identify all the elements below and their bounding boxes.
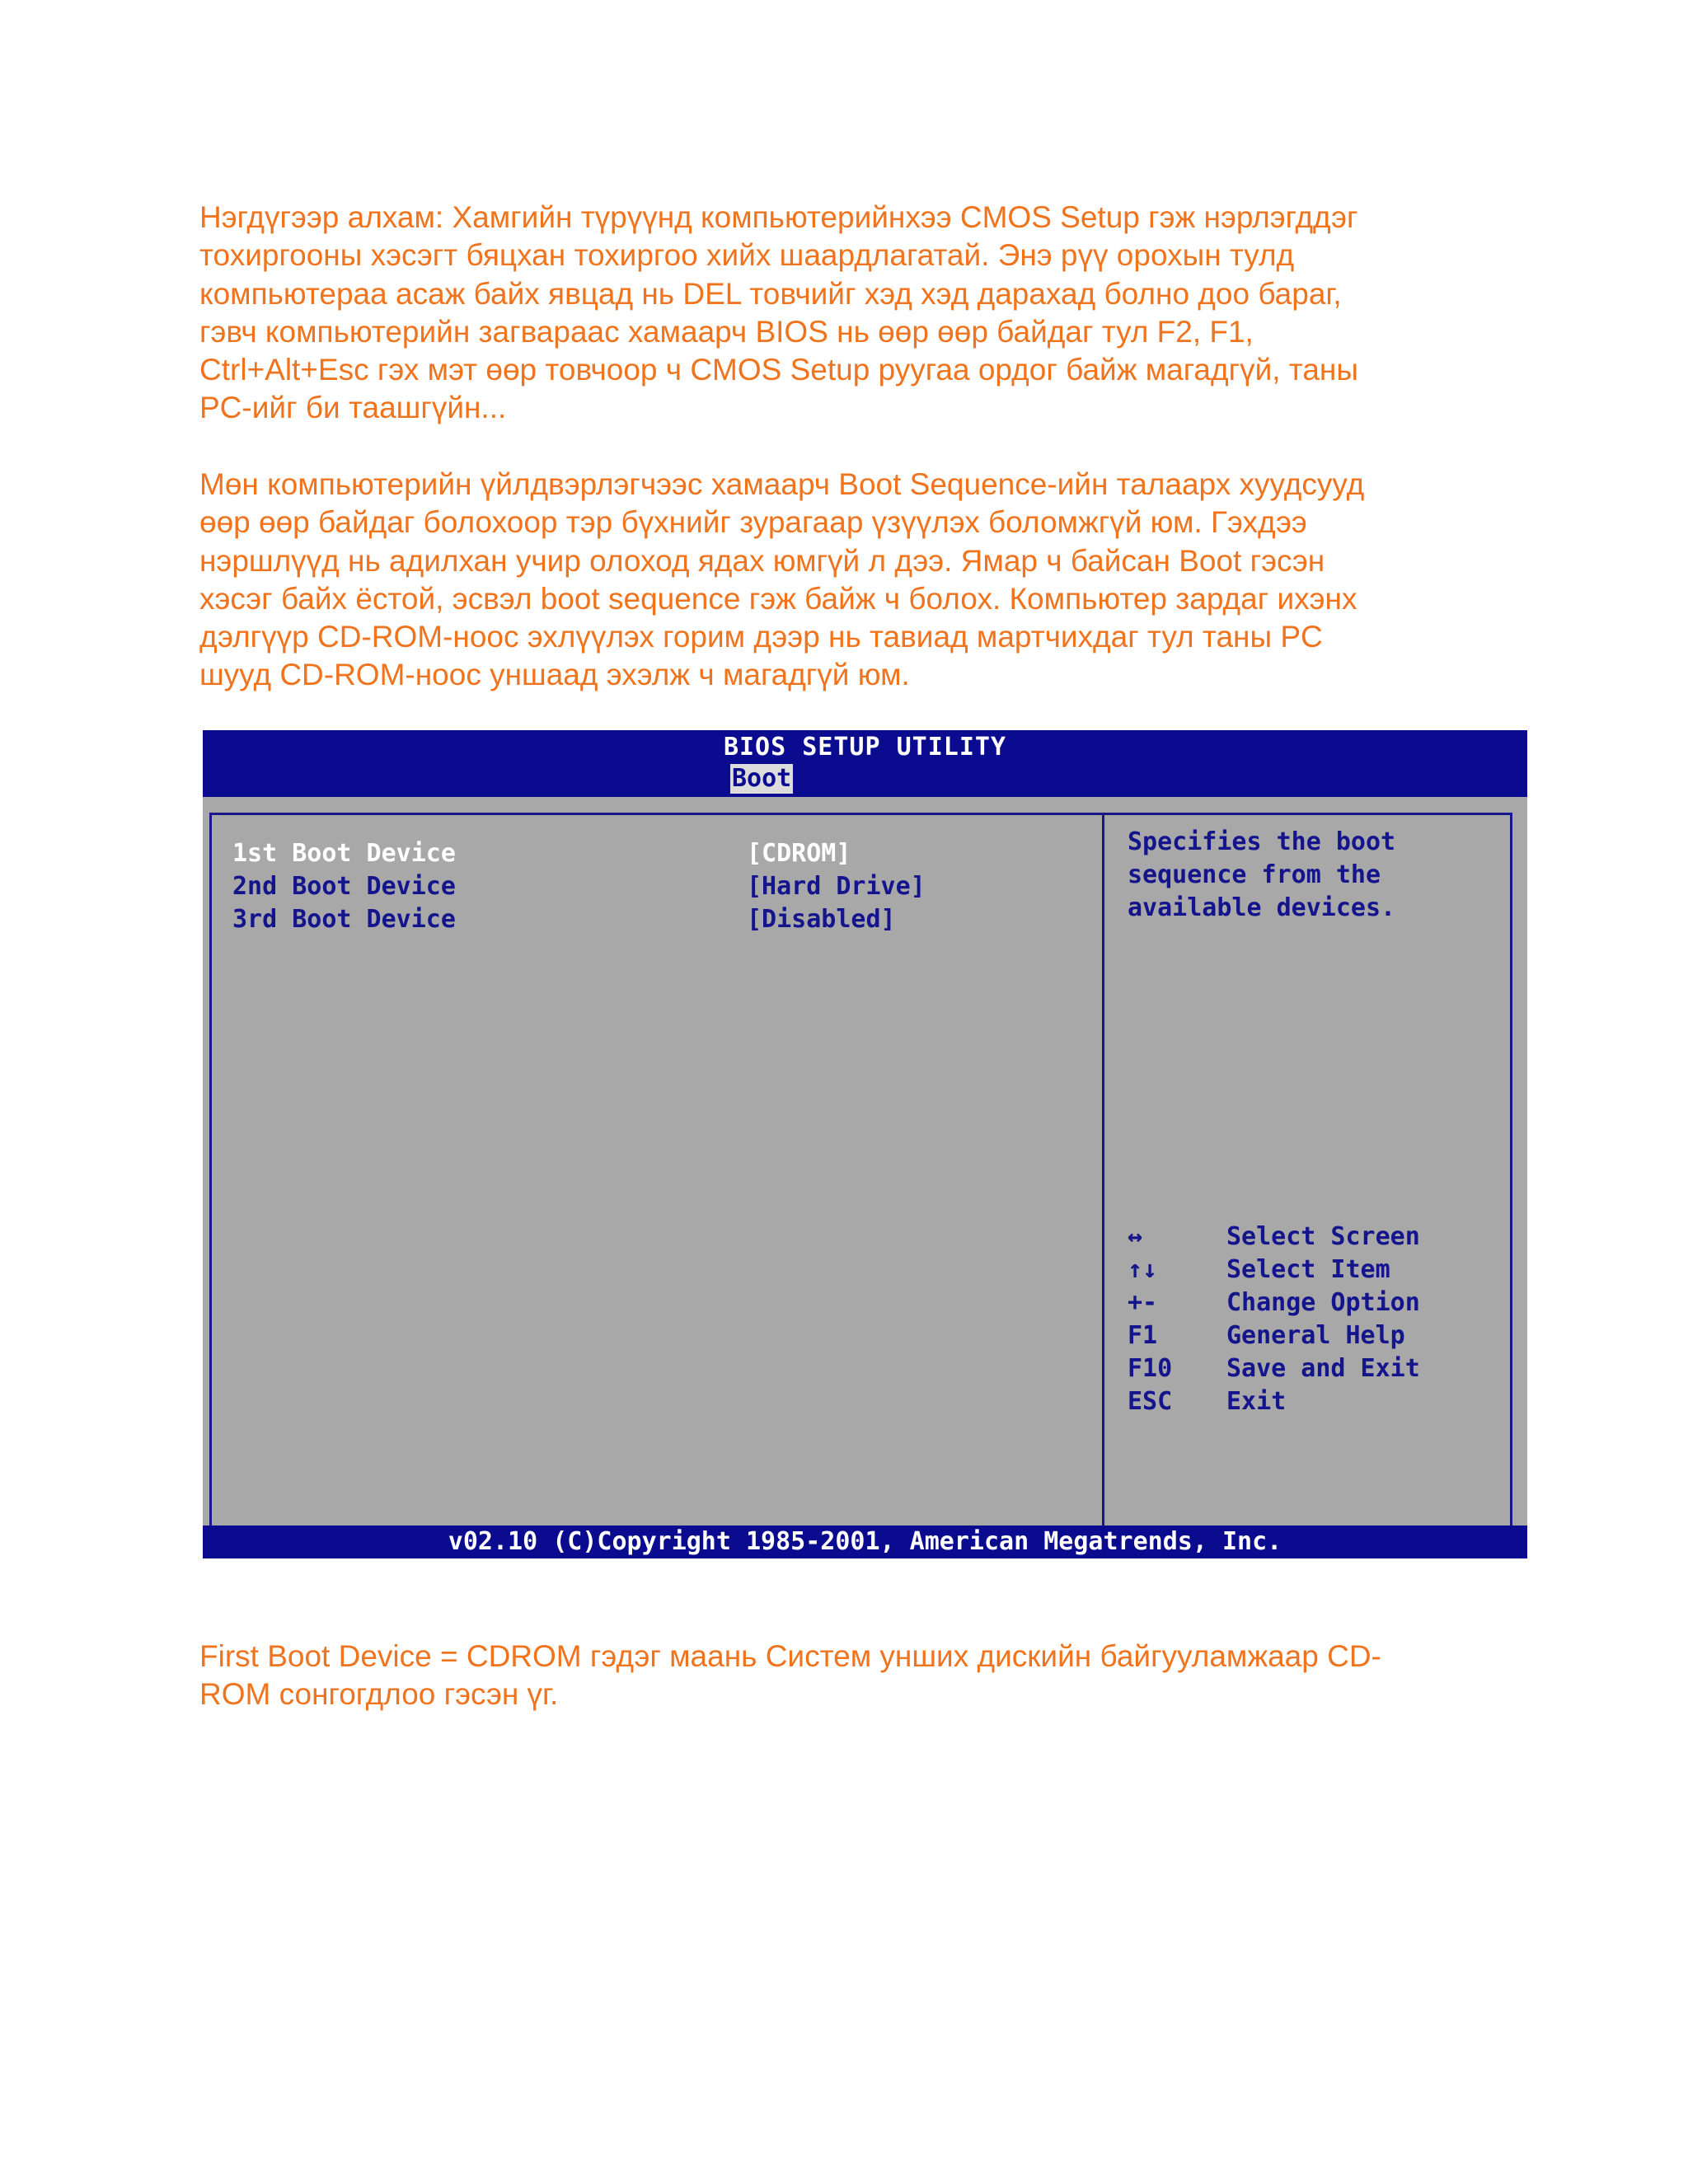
boot-device-value[interactable]: [Disabled] bbox=[747, 905, 896, 934]
boot-device-row-2[interactable] bbox=[232, 870, 1090, 903]
boot-device-label: 2nd Boot Device bbox=[232, 872, 456, 901]
plus-minus-icon: +- bbox=[1128, 1288, 1158, 1317]
paragraph-line: хэсэг байх ёстой, эсвэл boot sequence гэж байж ч болох. Компьютер зардаг ихэнх bbox=[199, 581, 1357, 616]
help-line: available devices. bbox=[1128, 893, 1396, 922]
key-name: ESC bbox=[1128, 1387, 1173, 1416]
paragraph-line: Мөн компьютерийн үйлдвэрлэгчээс хамаарч Boot Sequence-ийн талаарх хуудсууд bbox=[199, 467, 1365, 501]
help-line: sequence from the bbox=[1128, 860, 1381, 889]
paragraph-line: PC-ийг би таашгүйн... bbox=[199, 391, 507, 425]
paragraph-line: Нэгдүгээр алхам: Хамгийн түрүүнд компьютерийнхээ CMOS Setup гэж нэрлэгддэг bbox=[199, 200, 1358, 234]
key-description: Save and Exit bbox=[1226, 1354, 1420, 1383]
bios-title: BIOS SETUP UTILITY bbox=[723, 733, 1007, 762]
key-legend-select-item bbox=[1128, 1254, 1507, 1286]
bios-screenshot bbox=[203, 730, 1527, 1558]
key-description: Select Item bbox=[1226, 1255, 1390, 1284]
paragraph-line: ROM сонгогдлоо гэсэн үг. bbox=[199, 1677, 559, 1712]
paragraph-line: First Boot Device = CDROM гэдэг маань Систем унших дискийн байгууламжаар CD- bbox=[199, 1639, 1381, 1673]
paragraph-line: компьютераа асаж байх явцад нь DEL товчийг хэд хэд дарахад болно доо бараг, bbox=[199, 276, 1342, 311]
boot-device-label: 1st Boot Device bbox=[232, 839, 456, 868]
key-name: F1 bbox=[1128, 1321, 1158, 1350]
boot-sequence-paragraph bbox=[199, 466, 1518, 695]
key-description: Exit bbox=[1226, 1387, 1287, 1416]
paragraph-line: өөр өөр байдаг болохоор тэр бүхнийг зурагаар үзүүлэх боломжгүй юм. Гэхдээ bbox=[199, 505, 1307, 540]
up-down-arrow-icon: ↑↓ bbox=[1128, 1255, 1158, 1284]
paragraph-line: шууд CD-ROM-ноос уншаад эхэлж ч магадгүй юм. bbox=[199, 658, 910, 692]
key-legend-select-screen bbox=[1128, 1221, 1507, 1254]
key-legend-general-help bbox=[1128, 1319, 1507, 1352]
key-legend-save-exit bbox=[1128, 1352, 1507, 1385]
key-description: Select Screen bbox=[1226, 1222, 1420, 1251]
paragraph-line: нэршлүүд нь адилхан учир олоход ядах юмгүй л дээ. Ямар ч байсан Boot гэсэн bbox=[199, 543, 1325, 578]
panel-divider bbox=[1102, 813, 1104, 1543]
bios-header bbox=[203, 730, 1527, 797]
boot-device-row-1[interactable] bbox=[232, 837, 1090, 870]
boot-device-value[interactable]: [CDROM] bbox=[747, 839, 851, 868]
key-description: Change Option bbox=[1226, 1288, 1420, 1317]
paragraph-line: тохиргооны хэсэгт бяцхан тохиргоо хийх шаардлагатай. Энэ рүү орохын тулд bbox=[199, 238, 1295, 273]
left-right-arrow-icon: ↔ bbox=[1128, 1222, 1143, 1251]
key-legend-exit bbox=[1128, 1385, 1507, 1418]
intro-paragraph bbox=[199, 199, 1518, 428]
conclusion-paragraph bbox=[199, 1638, 1518, 1714]
help-description bbox=[1128, 826, 1507, 925]
boot-device-label: 3rd Boot Device bbox=[232, 905, 456, 934]
paragraph-line: Ctrl+Alt+Esc гэх мэт өөр товчоор ч CMOS Setup руугаа ордог байж магадгүй, таны bbox=[199, 353, 1358, 387]
key-name: F10 bbox=[1128, 1354, 1173, 1383]
bios-copyright-footer: v02.10 (C)Copyright 1985-2001, American Megatrends, Inc. bbox=[203, 1526, 1527, 1558]
help-line: Specifies the boot bbox=[1128, 827, 1396, 856]
key-description: General Help bbox=[1226, 1321, 1405, 1350]
key-legend-change-option bbox=[1128, 1286, 1507, 1319]
boot-device-value[interactable]: [Hard Drive] bbox=[747, 872, 926, 901]
paragraph-line: дэлгүүр CD-ROM-ноос эхлүүлэх горим дээр нь тавиад мартчихдаг тул таны PC bbox=[199, 620, 1323, 654]
tab-boot[interactable]: Boot bbox=[732, 764, 792, 793]
boot-device-row-3[interactable] bbox=[232, 903, 1090, 936]
paragraph-line: гэвч компьютерийн загвараас хамаарч BIOS нь өөр өөр байдаг тул F2, F1, bbox=[199, 314, 1254, 349]
